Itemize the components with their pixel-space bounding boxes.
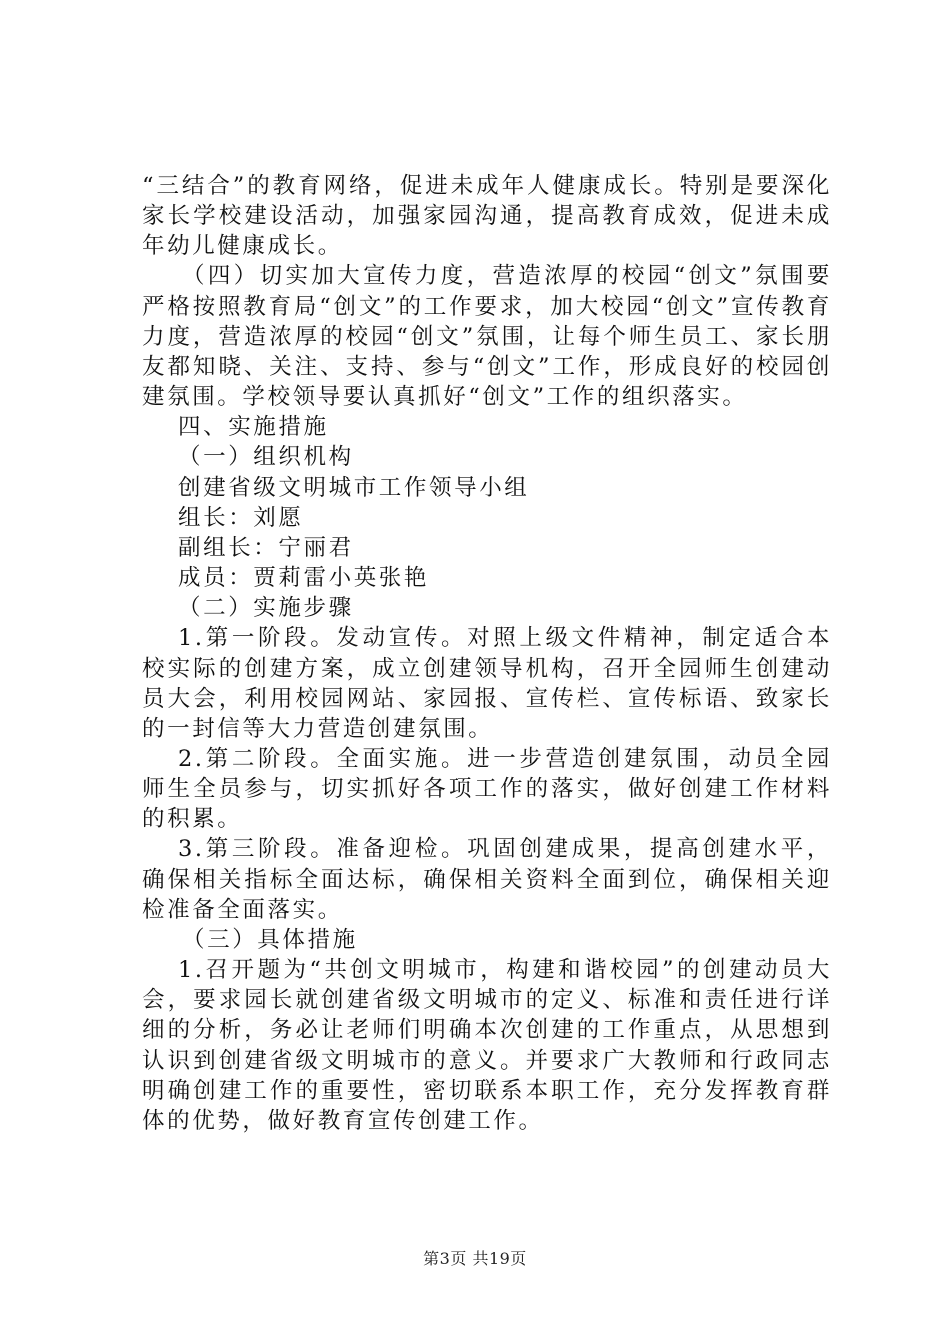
page-number-footer: 第3页 共19页 xyxy=(423,1249,527,1268)
group-leader-line: 组长：刘愿 xyxy=(178,504,304,531)
step-two-paragraph: 2.第二阶段。全面实施。进一步营造创建氛围，动员全园师生全员参与，切实抓好各项工作的落实，做好创建工作材料的积累。 xyxy=(142,745,832,833)
members-line: 成员：贾莉雷小英张艳 xyxy=(178,565,430,592)
measure-one-paragraph: 1.召开题为“共创文明城市，构建和谐校园”的创建动员大会，要求园长就创建省级文明城市的定义、标准和责任进行详细的分析，务必让老师们明确本次创建的工作重点，从思想到认识到创建省级文明城市的意义。并要求广大教师和行政同志明确创建工作的重要性，密切联系本职工作，充分发挥教育群体的优势，做好教育宣传创建工作。 xyxy=(142,957,832,1134)
paragraph-publicity: （四）切实加大宣传力度，营造浓厚的校园“创文”氛围要严格按照教育局“创文”的工作要求，加大校园“创文”宣传教育力度，营造浓厚的校园“创文”氛围，让每个师生员工、家长朋友都知晓、关注、支持、参与“创文”工作，形成良好的校园创建氛围。学校领导要认真抓好“创文”工作的组织落实。 xyxy=(142,263,832,411)
subheading-steps: （二）实施步骤 xyxy=(178,595,354,622)
document-body xyxy=(142,171,832,1136)
deputy-leader-line: 副组长：宁丽君 xyxy=(178,534,354,561)
step-one-paragraph: 1.第一阶段。发动宣传。对照上级文件精神，制定适合本校实际的创建方案，成立创建领导机构，召开全园师生创建动员大会，利用校园网站、家园报、宣传栏、宣传标语、致家长的一封信等大力营造创建氛围。 xyxy=(142,625,832,742)
leading-group-title: 创建省级文明城市工作领导小组 xyxy=(178,474,530,501)
paragraph-three-combination: “三结合”的教育网络，促进未成年人健康成长。特别是要深化家长学校建设活动，加强家园沟通，提高教育成效，促进未成年幼儿健康成长。 xyxy=(142,173,832,260)
subheading-specific-measures: （三）具体措施 xyxy=(182,926,358,953)
step-three-paragraph: 3.第三阶段。准备迎检。巩固创建成果，提高创建水平，确保相关指标全面达标，确保相关资料全面到位，确保相关迎检准备全面落实。 xyxy=(142,836,832,923)
subheading-organization: （一）组织机构 xyxy=(178,444,354,471)
section-heading-measures: 四、实施措施 xyxy=(178,414,329,441)
